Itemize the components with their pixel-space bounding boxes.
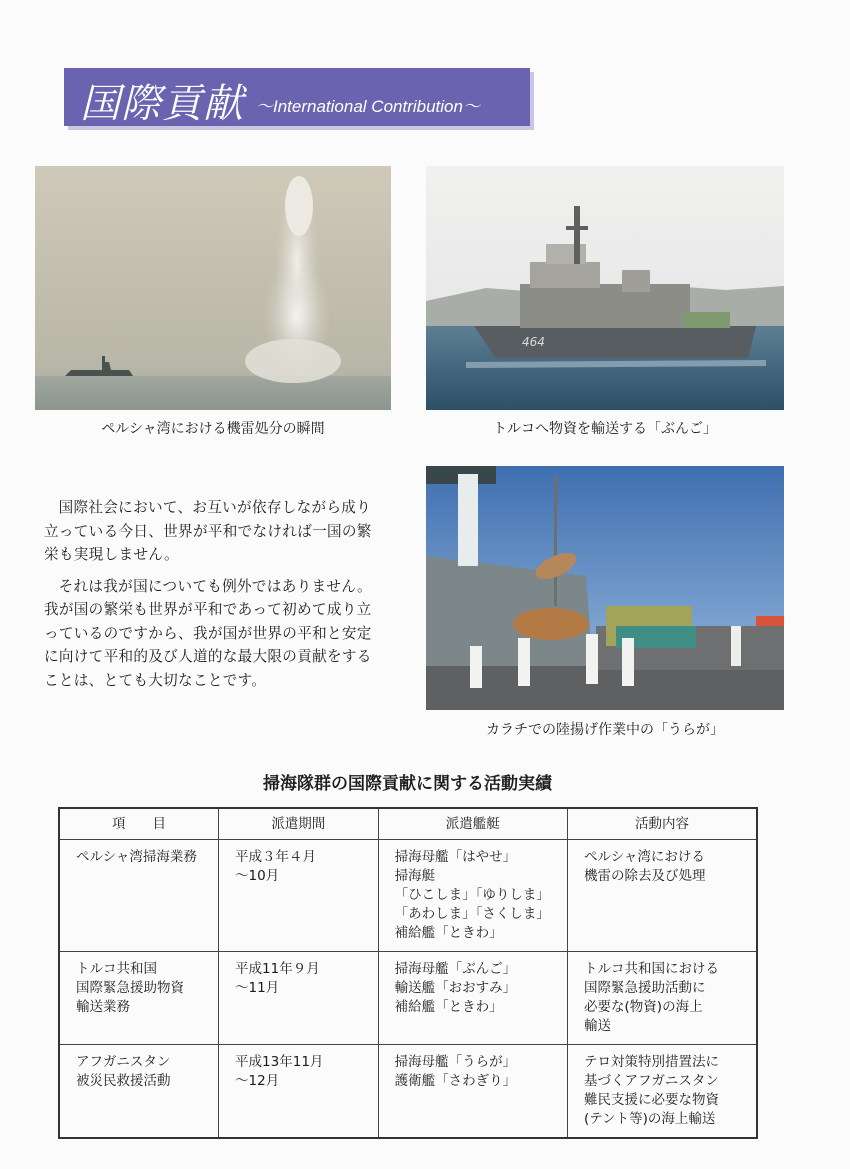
section-title-band bbox=[64, 68, 530, 126]
period-cell: 平成３年４月 ～10月 bbox=[219, 840, 379, 952]
page-title: 国際貢献 bbox=[80, 81, 244, 127]
item-cell: アフガニスタン 被災民救援活動 bbox=[59, 1045, 219, 1139]
hull-number: 464 bbox=[522, 335, 545, 349]
table-row bbox=[59, 840, 757, 952]
unloading-photo bbox=[426, 466, 784, 710]
column-header: 派遣艦艇 bbox=[378, 808, 567, 840]
photo-caption: トルコへ物資を輸送する「ぶんご」 bbox=[493, 421, 717, 437]
activity-cell: トルコ共和国における 国際緊急援助活動に 必要な(物資)の海上 輸送 bbox=[568, 952, 757, 1045]
table-row bbox=[59, 952, 757, 1045]
ships-cell: 掃海母艦「うらが」 護衛艦「さわぎり」 bbox=[378, 1045, 567, 1139]
ships-cell: 掃海母艦「ぶんご」 輸送艦「おおすみ」 補給艦「ときわ」 bbox=[378, 952, 567, 1045]
column-header: 派遣期間 bbox=[219, 808, 379, 840]
page-subtitle: ～International Contribution～ bbox=[256, 97, 480, 116]
item-cell: ペルシャ湾掃海業務 bbox=[59, 840, 219, 952]
item-cell: トルコ共和国 国際緊急援助物資 輸送業務 bbox=[59, 952, 219, 1045]
intro-text bbox=[44, 496, 384, 700]
activity-cell: テロ対策特別措置法に 基づくアフガニスタン 難民支援に必要な物資 (テント等)の海上輸送 bbox=[568, 1045, 757, 1139]
paragraph: 国際社会において、お互いが依存しながら成り立っている今日、世界が平和でなければ一国の繁栄も実現しません。 bbox=[44, 499, 372, 563]
ship-bungo-photo bbox=[426, 166, 784, 410]
ships-cell: 掃海母艦「はやせ」 掃海艇 「ひこしま」「ゆりしま」 「あわしま」「さくしま」 補給艦「ときわ」 bbox=[378, 840, 567, 952]
photo-caption: ペルシャ湾における機雷処分の瞬間 bbox=[101, 421, 325, 437]
paragraph: それは我が国についても例外ではありません。我が国の繁栄も世界が平和であって初めて成り立っているのですから、我が国が世界の平和と安定に向けて平和的及び人道的な最大限の貢献をすることは、とても大切なことです。 bbox=[44, 577, 372, 689]
period-cell: 平成11年９月 ～11月 bbox=[219, 952, 379, 1045]
activity-records-table bbox=[58, 807, 758, 1139]
mine-disposal-photo bbox=[35, 166, 391, 410]
table-header-row bbox=[59, 808, 757, 840]
period-cell: 平成13年11月 ～12月 bbox=[219, 1045, 379, 1139]
activity-cell: ペルシャ湾における 機雷の除去及び処理 bbox=[568, 840, 757, 952]
column-header: 活動内容 bbox=[568, 808, 757, 840]
column-header: 項 目 bbox=[59, 808, 219, 840]
photo-caption: カラチでの陸揚げ作業中の「うらが」 bbox=[486, 722, 724, 738]
table-row bbox=[59, 1045, 757, 1139]
table-title: 掃海隊群の国際貢献に関する活動実績 bbox=[263, 774, 552, 794]
